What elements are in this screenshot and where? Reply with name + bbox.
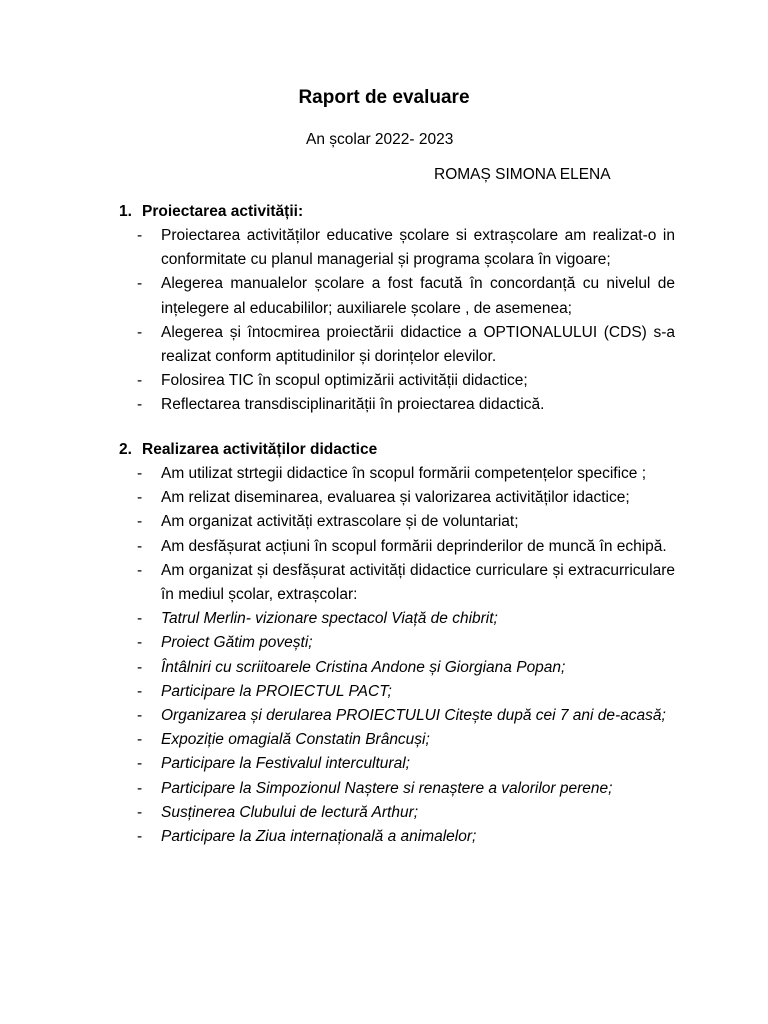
list-item — [119, 321, 679, 369]
list-item — [119, 369, 679, 393]
activity-item — [119, 801, 679, 825]
list-item — [119, 535, 679, 559]
list-item-text: Alegerea și întocmirea proiectării didactice a OPTIONALULUI (CDS) s-a realizat conform aptitudinilor și dorințelor elevilor. — [161, 323, 675, 366]
activity-item-text: Proiect Gătim povești; — [161, 634, 313, 652]
list-item-text: Alegerea manualelor școlare a fost facută în concordanță cu nivelul de ințelegere al educabililor; auxiliarele școlare , de asemenea; — [161, 275, 675, 317]
dash-bullet: - — [137, 682, 143, 700]
activity-item — [119, 680, 679, 704]
activity-item-text: Întâlniri cu scriitoarele Cristina Andone și Giorgiana Popan; — [161, 658, 566, 676]
list-item-text: Am desfășurat acțiuni în scopul formării deprinderilor de muncă în echipă. — [161, 537, 667, 555]
activity-item — [119, 777, 679, 801]
section-heading — [119, 438, 679, 462]
list-item — [119, 272, 679, 320]
list-item — [119, 559, 679, 607]
school-year: An școlar 2022- 2023 — [306, 131, 454, 148]
dash-bullet: - — [137, 561, 143, 579]
list-item — [119, 393, 679, 417]
list-item-text: Folosirea TIC în scopul optimizării activității didactice; — [161, 372, 528, 390]
dash-bullet: - — [137, 755, 143, 773]
list-item — [119, 510, 679, 534]
list-item-text: Reflectarea transdisciplinarității în proiectarea didactică. — [161, 396, 545, 414]
dash-bullet: - — [137, 513, 143, 531]
activity-item-text: Participare la Ziua internațională a animalelor; — [161, 828, 477, 846]
activity-item — [119, 728, 679, 752]
activity-item — [119, 607, 679, 631]
activity-item — [119, 631, 679, 655]
list-item-text: Am organizat și desfășurat activități didactice curriculare și extracurriculare în mediul școlar, extrașcolar: — [161, 561, 675, 604]
bullet-list — [119, 224, 679, 418]
section-title: Proiectarea activității: — [142, 203, 304, 220]
dash-bullet: - — [137, 323, 143, 341]
activity-item-text: Expoziție omagială Constatin Brâncuși; — [161, 731, 430, 749]
dash-bullet: - — [137, 537, 143, 555]
dash-bullet: - — [137, 803, 143, 821]
dash-bullet: - — [137, 465, 143, 482]
list-item-text: Am relizat diseminarea, evaluarea și valorizarea activităților idactice; — [161, 489, 630, 507]
list-item-text: Am organizat activități extrascolare și de voluntariat; — [161, 513, 519, 531]
section-heading — [119, 200, 679, 224]
activity-item-text: Susținerea Clubului de lectură Arthur; — [161, 803, 419, 821]
dash-bullet: - — [137, 731, 143, 749]
section-title: Realizarea activităților didactice — [142, 441, 378, 458]
list-item-text: Proiectarea activităților educative școlare si extrașcolare am realizat-o in conformitate cu planul managerial și programa școlara în vigoare; — [161, 227, 675, 269]
dash-bullet: - — [137, 634, 143, 652]
section-proiectarea — [119, 200, 679, 418]
dash-bullet: - — [137, 779, 143, 797]
dash-bullet: - — [137, 828, 143, 846]
activity-item — [119, 752, 679, 776]
document-title: Raport de evaluare — [298, 87, 470, 108]
activity-item-text: Organizarea și derularea PROIECTULUI Citește după cei 7 ani de-acasă; — [161, 707, 666, 725]
dash-bullet: - — [137, 489, 143, 507]
activity-item-text: Tatrul Merlin- vizionare spectacol Viață de chibrit; — [161, 610, 498, 628]
dash-bullet: - — [137, 707, 143, 725]
activity-item-text: Participare la Festivalul intercultural; — [161, 755, 410, 773]
dash-bullet: - — [137, 227, 143, 244]
section-number: 1. — [119, 203, 132, 220]
section-number: 2. — [119, 441, 132, 458]
bullet-list — [119, 462, 679, 849]
activity-item — [119, 825, 679, 849]
dash-bullet: - — [137, 275, 143, 293]
activity-item — [119, 704, 679, 728]
list-item-text: Am utilizat strtegii didactice în scopul formării competențelor specifice ; — [161, 465, 647, 482]
dash-bullet: - — [137, 396, 143, 414]
list-item — [119, 462, 679, 486]
activity-item — [119, 656, 679, 680]
activity-item-text: Participare la Simpozionul Naștere si renaștere a valorilor perene; — [161, 779, 613, 797]
dash-bullet: - — [137, 372, 143, 390]
list-item — [119, 224, 679, 272]
dash-bullet: - — [137, 658, 143, 676]
author-name: ROMAȘ SIMONA ELENA — [434, 166, 611, 183]
dash-bullet: - — [137, 610, 143, 628]
section-realizarea — [119, 438, 679, 849]
list-item — [119, 486, 679, 510]
activity-item-text: Participare la PROIECTUL PACT; — [161, 682, 392, 700]
